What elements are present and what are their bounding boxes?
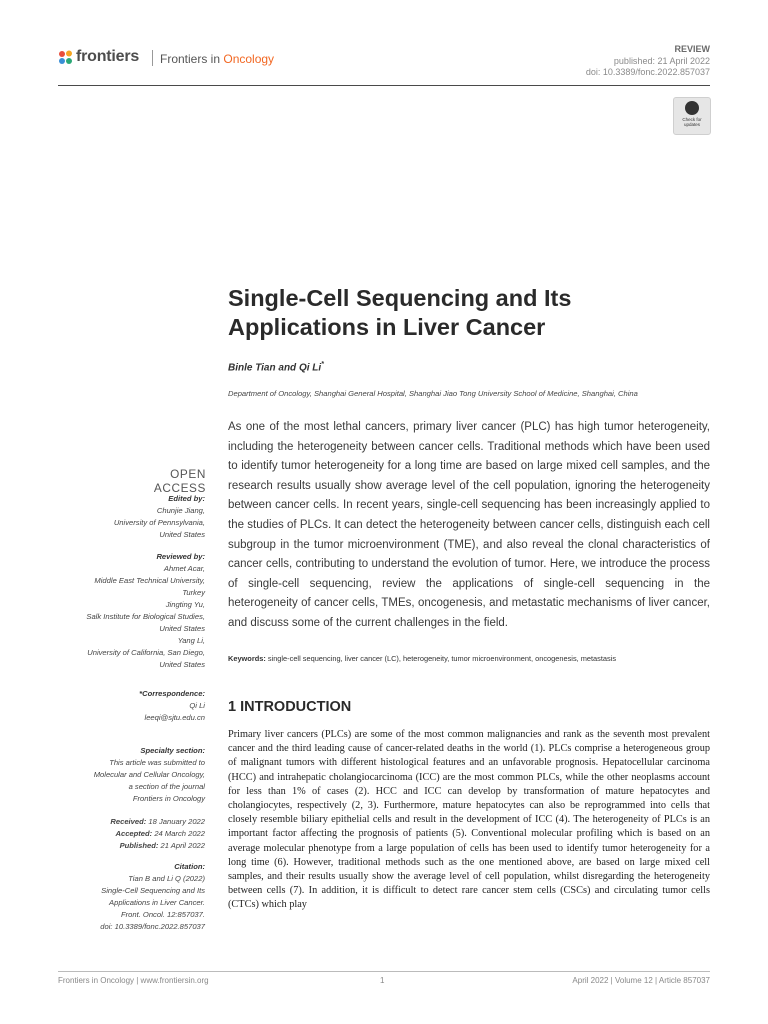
- published-date: published: 21 April 2022: [613, 56, 710, 66]
- keywords-list: single-cell sequencing, liver cancer (LC), heterogeneity, tumor microenvironment, oncogenesis, metastasis: [267, 654, 617, 663]
- accepted-date: [40, 828, 205, 840]
- author-mark: *: [321, 361, 324, 368]
- received-value: 18 January 2022: [148, 817, 205, 826]
- reviewer-line: University of California, San Diego,: [87, 648, 205, 657]
- title-line: Applications in Liver Cancer: [228, 314, 546, 340]
- citation-line: Tian B and Li Q (2022): [128, 874, 205, 883]
- editor-line: United States: [159, 530, 205, 539]
- correspondence-label: *Correspondence:: [139, 689, 205, 698]
- citation-line: Applications in Liver Cancer.: [109, 898, 205, 907]
- journal-accent: Oncology: [223, 52, 275, 66]
- reviewed-by-label: Reviewed by:: [156, 552, 205, 561]
- specialty-line: a section of the journal: [128, 782, 205, 791]
- author-list: [228, 361, 324, 373]
- published-value: 21 April 2022: [160, 841, 205, 850]
- reviewer-line: Turkey: [182, 588, 205, 597]
- article-type: REVIEW: [674, 44, 710, 54]
- citation-block: [40, 861, 205, 933]
- authors-names[interactable]: Binle Tian and Qi Li: [228, 362, 322, 374]
- received-date: [40, 816, 205, 828]
- specialty-section-block: [40, 745, 205, 805]
- reviewed-by-block: [40, 551, 205, 671]
- article-title: [228, 284, 571, 342]
- keywords-label: Keywords:: [228, 654, 266, 663]
- editor-line: Chunjie Jiang,: [156, 506, 205, 515]
- reviewer-line: Ahmet Acar,: [163, 564, 205, 573]
- journal-name[interactable]: [160, 52, 274, 66]
- brand-divider: [152, 50, 153, 66]
- introduction-text: Primary liver cancers (PLCs) are some of the most common malignancies and rank as the seventh most prevalent cancer and the third leading cause of cancer-related deaths in the world (1). PLCs comprise a heterogeneous group of malignant tumors with different histological features and an unfavorable prognosis. Hepatocellular carcinoma (HCC) and intrahepatic cholangiocarcinoma (ICC) are the most common PLCs, while the other neoplasms account for less than 1% of cases (2). HCC and ICC can develop by transformation of mature hepatocytes and cholangiocytes, respectively (2, 3). Furthermore, mature hepatocytes can also be reprogrammed into cells that closely resemble biliary epithelial cells and result in the development of ICC (4). The heterogeneity of PLCs is an important factor affecting the prognosis of patients (5). Conventional molecular profiling which is based on an average molecular phenotype from a large population of cells has been used to identify tumor heterogeneity for a long time (6). However, traditional methods such as the one mentioned above, are based on large mixed cell samples, and their results usually show the average level of cell population, whilst disregarding the heterogeneity between cells (7). In addition, it is difficult to detect rare cancer stem cells (CSCs) and circulating tumor cells (CTCs) which play: [228, 729, 710, 911]
- editor-line: University of Pennsylvania,: [113, 518, 205, 527]
- title-line: Single-Cell Sequencing and Its: [228, 285, 572, 311]
- footer-rule: [58, 971, 710, 972]
- accepted-label: Accepted:: [115, 829, 153, 838]
- specialty-label: Specialty section:: [140, 746, 205, 755]
- citation-doi[interactable]: doi: 10.3389/fonc.2022.857037: [100, 922, 205, 931]
- reviewer-line: Jingting Yu,: [165, 600, 205, 609]
- section-heading-introduction: 1 INTRODUCTION: [228, 699, 352, 715]
- footer-issue-info: April 2022 | Volume 12 | Article 857037: [572, 976, 710, 985]
- reviewer-line: Middle East Technical University,: [94, 576, 205, 585]
- check-updates-label: Check for updates: [682, 117, 702, 127]
- reviewer-line: United States: [159, 624, 205, 633]
- citation-line: Single-Cell Sequencing and Its: [101, 886, 205, 895]
- specialty-line: Frontiers in Oncology: [132, 794, 205, 803]
- specialty-line: This article was submitted to: [109, 758, 205, 767]
- brand-name: frontiers: [76, 48, 140, 65]
- published-date-side: [40, 840, 205, 852]
- open-access-label: OPEN ACCESS: [153, 467, 206, 495]
- published-label: Published:: [119, 841, 159, 850]
- reviewer-line: United States: [159, 660, 205, 669]
- reviewer-line: Salk Institute for Biological Studies,: [86, 612, 205, 621]
- affiliation: Department of Oncology, Shanghai General Hospital, Shanghai Jiao Tong University School of Medicine, Shanghai, China: [228, 389, 638, 398]
- check-updates-icon: [685, 101, 699, 115]
- abstract: As one of the most lethal cancers, primary liver cancer (PLC) has high tumor heterogeneity, including the heterogeneity between cancer cells. Traditional methods which have been used to identify tumor heterogeneity for a long time are based on large mixed cell samples, and the research results usually show average level of the cell population, ignoring the heterogeneity between cancer cells. In recent years, single-cell sequencing has been increasingly applied to the studies of PLCs. It can detect the heterogeneity between cancer cells, distinguish each cell subgroup in the tumor microenvironment (TME), and also reveal the clonal characteristics of cancer cells, contributing to understand the evolution of tumor. Here, we introduce the process of single-cell sequencing, review the applications of single-cell sequencing in the heterogeneity of cancer cells, TMEs, oncogenesis, and metastatic mechanisms of liver cancer, and discuss some of the current challenges in the field.: [228, 421, 710, 629]
- edited-by-label: Edited by:: [168, 494, 205, 503]
- page-number: 1: [380, 976, 385, 985]
- check-for-updates-button[interactable]: [673, 97, 711, 135]
- correspondence-block: [40, 688, 205, 724]
- citation-label: Citation:: [174, 862, 205, 871]
- frontiers-logo-icon: [58, 50, 74, 66]
- specialty-line: Molecular and Cellular Oncology,: [93, 770, 205, 779]
- header-rule: [58, 85, 710, 86]
- doi-link[interactable]: doi: 10.3389/fonc.2022.857037: [585, 67, 710, 77]
- dates-block: [40, 816, 205, 852]
- correspondent-email[interactable]: leeqi@sjtu.edu.cn: [144, 713, 205, 722]
- citation-line: Front. Oncol. 12:857037.: [120, 910, 205, 919]
- keywords: [228, 654, 710, 663]
- correspondent-name: Qi Li: [189, 701, 205, 710]
- reviewer-line: Yang Li,: [177, 636, 205, 645]
- footer-journal-link[interactable]: Frontiers in Oncology | www.frontiersin.org: [58, 976, 209, 985]
- edited-by-block: [40, 493, 205, 541]
- received-label: Received:: [110, 817, 147, 826]
- accepted-value: 24 March 2022: [154, 829, 205, 838]
- journal-prefix: Frontiers in: [160, 52, 224, 66]
